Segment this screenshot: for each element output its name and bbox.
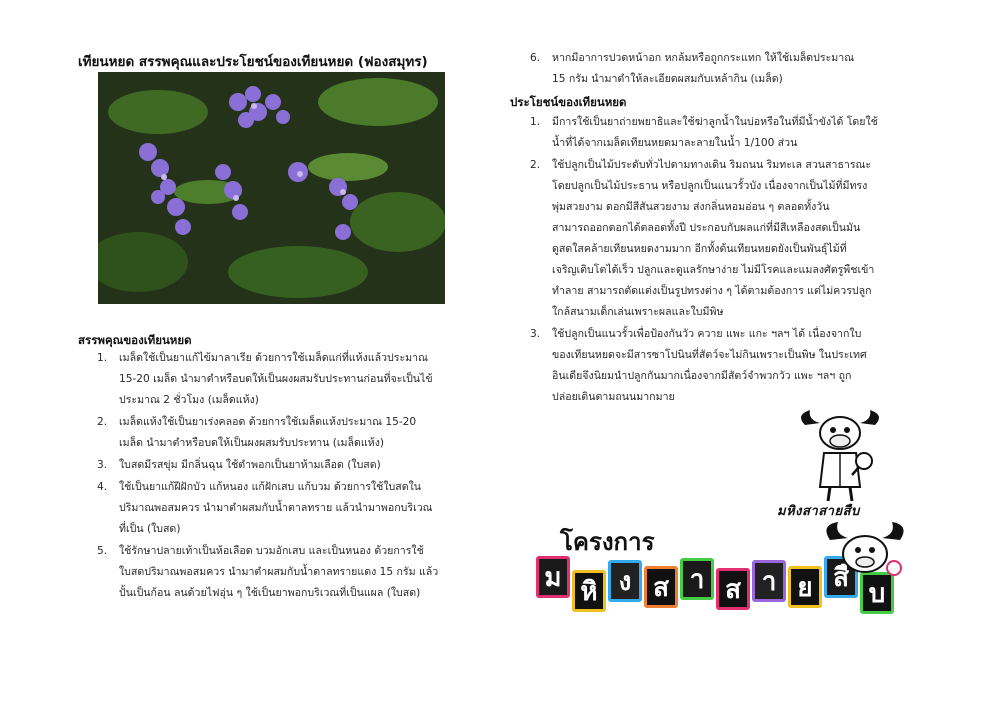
logo-letter: ส xyxy=(716,568,750,610)
list-item: 1. เมล็ดใช้เป็นยาแก้ไข้มาลาเรีย ด้วยการใช้เมล็ดแก่ที่แห้งแล้วประมาณ 15-20 เมล็ด นำมาตำหรือบดให้เป็นผงผสมรับประทานก่อนที่จะเป็นไข้ ประมาณ 2 ชั่วโมง (เมล็ดแห้ง) xyxy=(97,352,433,406)
logo-letter: ง xyxy=(608,560,642,602)
list-item: 3. ใบสดมีรสขุ่ม มีกลิ่นฉุน ใช้ตำพอกเป็นยาห้ามเลือด (ใบสด) xyxy=(97,459,381,471)
benefits-list xyxy=(97,348,487,605)
list-item: 6. หากมีอาการปวดหน้าอก หกล้มหรือถูกกระแทก ให้ใช้เมล็ดประมาณ 15 กรัม นำมาตำให้ละเอียดผสมกับเหล้ากิน (เมล็ด) xyxy=(530,52,855,85)
logo-letter: ส xyxy=(644,566,678,608)
benefits-heading: สรรพคุณของเทียนหยด xyxy=(78,333,192,347)
logo-letter: ม xyxy=(536,556,570,598)
list-item: 4. ใช้เป็นยาแก้ฝีฝักบัว แก้หนอง แก้ฝักเสบ แก้บวม ด้วยการใช้ใบสดใน ปริมาณพอสมควร นำมาตำผสมกับน้ำตาลทราย แล้วนำมาพอกบริเวณ ที่เป็น (ใบสด) xyxy=(97,481,433,535)
list-item: 1. มีการใช้เป็นยาถ่ายพยาธิและใช้ฆ่าลูกน้ำในบ่อหรือในที่มีน้ำขังได้ โดยใช้ น้ำที่ได้จากเมล็ดเทียนหยดมาละลายในน้ำ 1/100 ส่วน xyxy=(530,116,878,149)
logo-heading: โครงการ xyxy=(560,528,655,556)
uses-list xyxy=(530,112,940,409)
page-title: เทียนหยด สรรพคุณและประโยชน์ของเทียนหยด (ฟองสมุทร) xyxy=(78,54,428,70)
mascot-tagline: มหิงสาสายสืบ xyxy=(777,504,860,519)
list-item: 2. ใช้ปลูกเป็นไม้ประดับทั่วไปตามทางเดิน ริมถนน ริมทะเล สวนสาธารณะ โดยปลูกเป็นไม้ประธาน หรือปลูกเป็นแนวรั้วบัง เนื่องจากเป็นไม้ที่มีทรง พุ่มสวยงาม ดอกมีสีสันสวยงาม ส่งกลิ่นหอมอ่อน ๆ ตลอดทั้งวัน สามารถออกดอกได้ตลอดทั้งปี ประกอบกับผลแก่ที่มีสีเหลืองสดเป็นมัน ดูสดใสคล้ายเทียนหยดงามมาก อีกทั้งต้นเทียนหยดยังเป็นพันธุ์ไม้ที่ เจริญเติบโตได้เร็ว ปลูกและดูแลรักษาง่าย ไม่มีโรคและแมลงศัตรูพืชเข้า ทำลาย สามารถตัดแต่งเป็นรูปทรงต่าง ๆ ได้ตามต้องการ แต่ไม่ควรปลูก ใกล้สนามเด็กเล่นเพราะผลและใบมีพิษ xyxy=(530,159,875,318)
list-item: 5. ใช้รักษาปลายเท้าเป็นห้อเลือด บวมอักเสบ และเป็นหนอง ด้วยการใช้ ใบสดปริมาณพอสมควร นำมาตำผสมกับน้ำตาลทรายแดง 15 กรัม แล้ว ปั้นเป็นก้อน ลนด้วยไฟอุ่น ๆ ใช้เป็นยาพอกบริเวณที่เป็นแผล (ใบสด) xyxy=(97,545,439,599)
logo-letter: บ xyxy=(860,572,894,614)
list-item: 2. เมล็ดแห้งใช้เป็นยาเร่งคลอด ด้วยการใช้เมล็ดแห้งประมาณ 15-20 เมล็ด นำมาตำหรือบดให้เป็นผงผสมรับประทาน (เมล็ดแห้ง) xyxy=(97,416,417,449)
list-item: 3. ใช้ปลูกเป็นแนวรั้วเพื่อป้องกันวัว ควาย แพะ แกะ ฯลฯ ได้ เนื่องจากใบ ของเทียนหยดจะมีสารซาโปนินที่สัตว์จะไม่กินเพราะเป็นพิษ ในประเทศ อินเดียจึงนิยมนำปลูกกันมากเนื่องจากมีสัตว์จำพวกวัว แพะ ฯลฯ ถูก ปล่อยเดินตามถนนมากมาย xyxy=(530,328,867,403)
logo-letter: า xyxy=(752,560,786,602)
logo-buffalo-icon xyxy=(820,520,910,580)
logo-letter: หิ xyxy=(572,570,606,612)
logo-letter: ย xyxy=(788,566,822,608)
logo-letter: สื xyxy=(824,556,858,598)
logo-letter: า xyxy=(680,558,714,600)
uses-heading: ประโยชน์ของเทียนหยด xyxy=(510,95,627,109)
buffalo-detective-icon xyxy=(790,405,890,505)
duranta-flower-photo xyxy=(98,72,445,304)
benefits-list-continued xyxy=(530,48,930,91)
